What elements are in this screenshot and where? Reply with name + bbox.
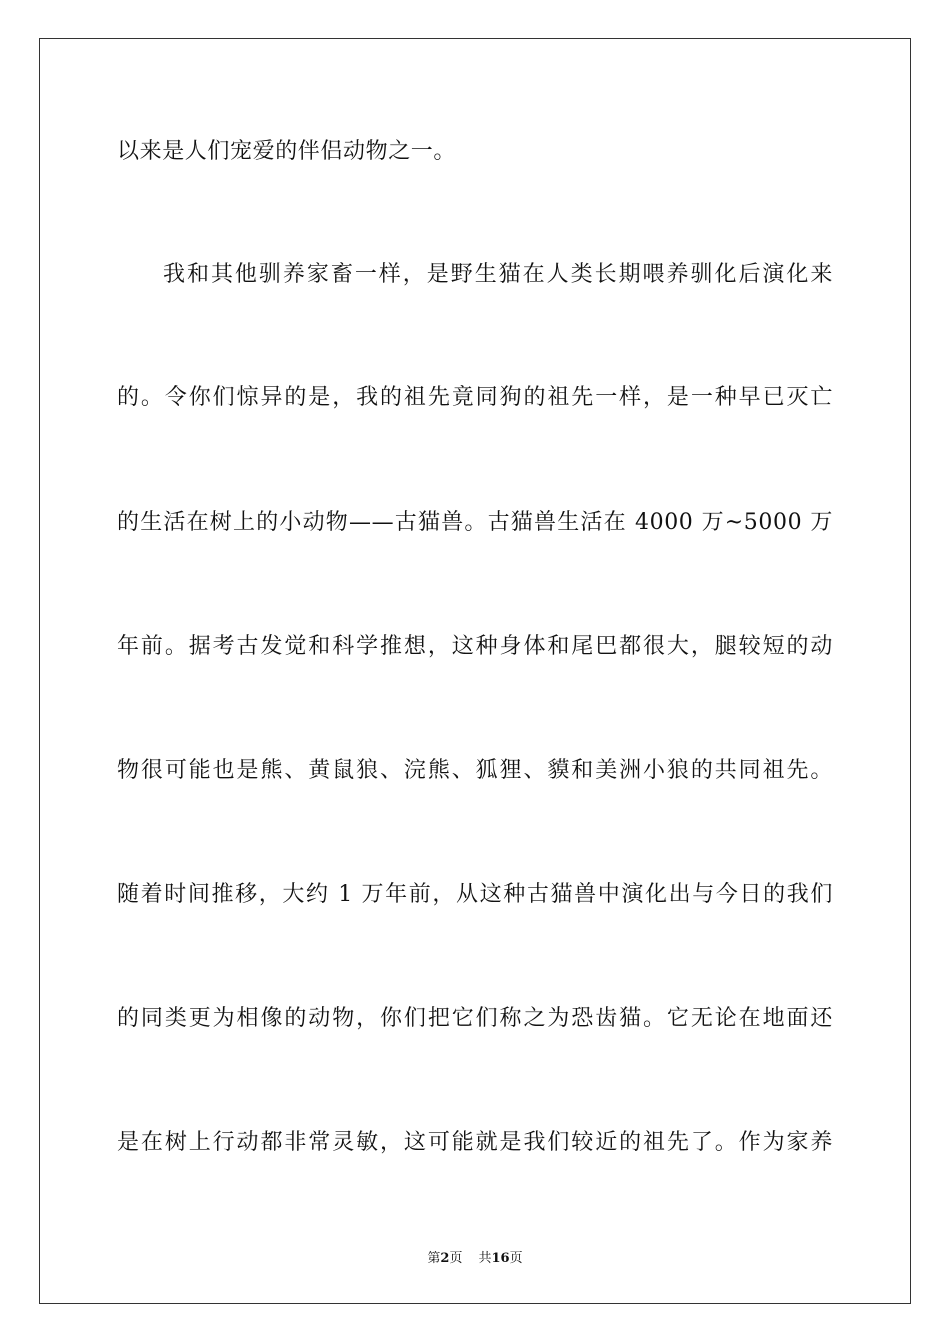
text-line-7: 随着时间推移，大约 1 万年前，从这种古猫兽中演化出与今日的我们 [117, 882, 833, 907]
text-line-6: 物很可能也是熊、黄鼠狼、浣熊、狐狸、貘和美洲小狼的共同祖先。 [117, 758, 833, 783]
text-line-9: 是在树上行动都非常灵敏，这可能就是我们较近的祖先了。作为家养 [117, 1130, 833, 1155]
text-line-1: 以来是人们宠爱的伴侣动物之一。 [117, 139, 457, 164]
text-line-3: 的。令你们惊异的是，我的祖先竟同狗的祖先一样，是一种早已灭亡 [117, 385, 833, 410]
text-line-4: 的生活在树上的小动物——古猫兽。古猫兽生活在 4000 万~5000 万 [117, 510, 833, 535]
paragraph-first-line: 我和其他驯养家畜一样，是野生猫在人类长期喂养驯化后演化来 [163, 262, 833, 287]
text-line-8: 的同类更为相像的动物，你们把它们称之为恐齿猫。它无论在地面还 [117, 1006, 833, 1031]
total-pages: 16 [491, 1251, 510, 1266]
page-border [39, 38, 911, 1304]
text-line-5: 年前。据考古发觉和科学推想，这种身体和尾巴都很大，腿较短的动 [117, 634, 833, 659]
page-suffix: 页 [449, 1251, 463, 1266]
page-number: 2 [440, 1251, 450, 1266]
page-prefix: 第 [427, 1251, 441, 1266]
total-prefix: 共 [478, 1251, 492, 1266]
page-footer [0, 1250, 950, 1268]
total-suffix: 页 [509, 1251, 523, 1266]
